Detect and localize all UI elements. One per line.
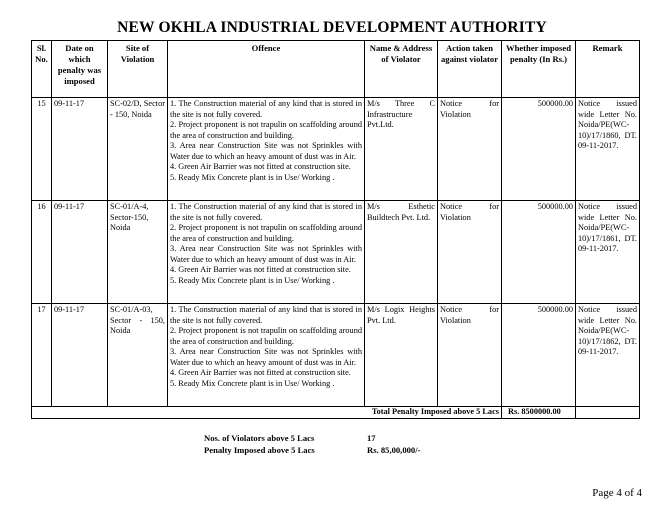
- table-row: [32, 98, 640, 201]
- site-cell: SC-01/A-03, Sector - 150, Noida: [108, 304, 168, 407]
- offence-line: 4. Green Air Barrier was not fitted at construction site.: [170, 162, 351, 171]
- page-number: Page 4 of 4: [592, 487, 642, 499]
- date-cell: 09-11-17: [52, 201, 108, 304]
- col-header-sl: Sl. No.: [32, 41, 52, 98]
- total-spacer: [52, 407, 108, 419]
- remark-cell: Notice issued wide Letter No. Noida/PE(WC-10)/17/1861, DT. 09-11-2017.: [576, 201, 640, 304]
- offence-line: 4. Green Air Barrier was not fitted at construction site.: [170, 368, 351, 377]
- remark-cell: Notice issued wide Letter No. Noida/PE(WC-10)/17/1862, DT. 09-11-2017.: [576, 304, 640, 407]
- col-header-action: Action taken against violator: [438, 41, 502, 98]
- remark-cell: Notice issued wide Letter No. Noida/PE(WC-10)/17/1860, DT. 09-11-2017.: [576, 98, 640, 201]
- col-header-remark: Remark: [576, 41, 640, 98]
- action-cell: Notice for Violation: [438, 304, 502, 407]
- col-header-penalty: Whether imposed penalty (In Rs.): [502, 41, 576, 98]
- offence-line: 3. Area near Construction Site was not Sprinkles with Water due to which an heavy amount of dust was in Air.: [170, 141, 362, 161]
- table-row: [32, 304, 640, 407]
- penalty-cell: 500000.00: [502, 98, 576, 201]
- total-row: [32, 407, 640, 419]
- summary-penalty-row: [204, 444, 420, 456]
- summary-block: [204, 432, 420, 456]
- total-label: Total Penalty Imposed above 5 Lacs: [365, 407, 502, 419]
- sl-cell: 15: [32, 98, 52, 201]
- site-cell: SC-02/D, Sector - 150, Noida: [108, 98, 168, 201]
- summary-violators-label: Nos. of Violators above 5 Lacs: [204, 433, 315, 443]
- total-spacer: [168, 407, 365, 419]
- sl-cell: 16: [32, 201, 52, 304]
- table-row: [32, 201, 640, 304]
- table-header-row: [32, 41, 640, 98]
- offence-line: 5. Ready Mix Concrete plant is in Use/ Working .: [170, 172, 335, 182]
- page-title: NEW OKHLA INDUSTRIAL DEVELOPMENT AUTHORITY: [117, 19, 547, 36]
- offence-line: 5. Ready Mix Concrete plant is in Use/ Working .: [170, 275, 335, 285]
- offence-line: 4. Green Air Barrier was not fitted at construction site.: [170, 265, 351, 274]
- col-header-offence: Offence: [168, 41, 365, 98]
- action-cell: Notice for Violation: [438, 201, 502, 304]
- date-cell: 09-11-17: [52, 304, 108, 407]
- offence-line: 1. The Construction material of any kind that is stored in the site is not fully covered.: [170, 99, 362, 119]
- col-header-violator: Name & Address of Violator: [365, 41, 438, 98]
- offence-line: 2. Project proponent is not trapulin on scaffolding around the area of construction and building.: [170, 223, 362, 243]
- col-header-site: Site of Violation: [108, 41, 168, 98]
- total-spacer: [32, 407, 52, 419]
- summary-violators-row: [204, 432, 420, 444]
- offence-line: 5. Ready Mix Concrete plant is in Use/ Working .: [170, 378, 335, 388]
- penalty-table: [31, 40, 640, 419]
- summary-penalty-value: Rs. 85,00,000/-: [367, 445, 421, 455]
- summary-violators-value: 17: [367, 433, 376, 443]
- violator-cell: M/s Three C Infrastructure Pvt.Ltd.: [365, 98, 438, 201]
- violator-cell: M/s Esthetic Buildtech Pvt. Ltd.: [365, 201, 438, 304]
- offence-line: 3. Area near Construction Site was not Sprinkles with Water due to which an heavy amount of dust was in Air.: [170, 347, 362, 367]
- offence-cell: [168, 98, 365, 201]
- sl-cell: 17: [32, 304, 52, 407]
- date-cell: 09-11-17: [52, 98, 108, 201]
- offence-cell: [168, 201, 365, 304]
- offence-line: 2. Project proponent is not trapulin on scaffolding around the area of construction and building.: [170, 120, 362, 140]
- penalty-cell: 500000.00: [502, 201, 576, 304]
- penalty-cell: 500000.00: [502, 304, 576, 407]
- offence-line: 2. Project proponent is not trapulin on scaffolding around the area of construction and building.: [170, 326, 362, 346]
- offence-cell: [168, 304, 365, 407]
- offence-line: 3. Area near Construction Site was not Sprinkles with Water due to which an heavy amount of dust was in Air.: [170, 244, 362, 264]
- action-cell: Notice for Violation: [438, 98, 502, 201]
- total-spacer: [108, 407, 168, 419]
- site-cell: SC-01/A-4, Sector-150, Noida: [108, 201, 168, 304]
- offence-line: 1. The Construction material of any kind that is stored in the site is not fully covered.: [170, 305, 362, 325]
- total-value: Rs. 8500000.00: [502, 407, 576, 419]
- offence-line: 1. The Construction material of any kind that is stored in the site is not fully covered.: [170, 202, 362, 222]
- summary-penalty-label: Penalty Imposed above 5 Lacs: [204, 445, 315, 455]
- total-spacer: [576, 407, 640, 419]
- violator-cell: M/s Logix Heights Pvt. Ltd.: [365, 304, 438, 407]
- col-header-date: Date on which penalty was imposed: [52, 41, 108, 98]
